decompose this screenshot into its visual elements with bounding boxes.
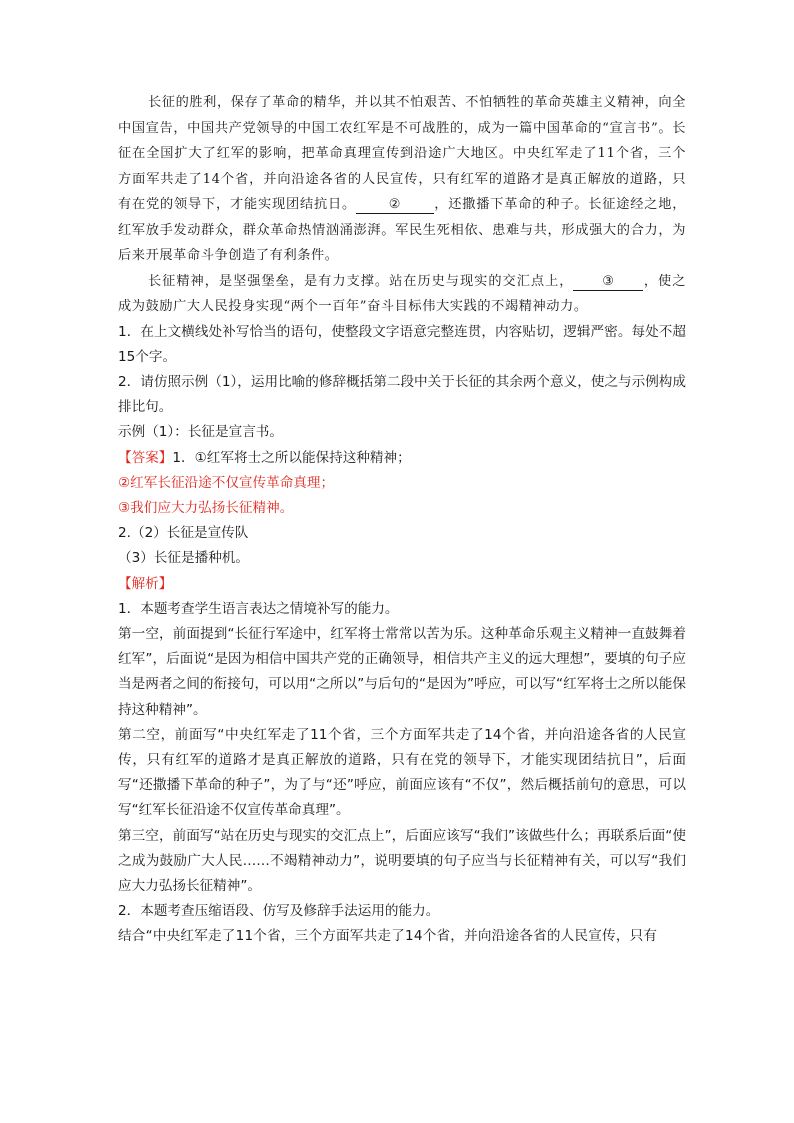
analysis-item-2: 2．本题考查压缩语段、仿写及修辞手法运用的能力。 [118, 903, 440, 920]
blank-marker: ② [388, 197, 402, 212]
answer-tag: 【答案】 [118, 449, 173, 466]
analysis-blank-3: 第三空，前面写“站在历史与现实的交汇点上”，后面应该写“我们”该做些什么；再联系后面“使之成为鼓励广大人民……不竭精神动力”，说明要填的句子应当与长征精神有关，可以写“我们应大力弘扬长征精神”。 [118, 827, 686, 894]
passage-text: ，还撒播下革命的种子。长征途经之地，红军放手发动群众，群众革命热情汹涌澎湃。军民生死相依、患难与共，形成强大的合力，为后来开展革命斗争创造了有利条件。 [118, 197, 686, 263]
document-page [118, 90, 686, 950]
analysis-item-2-text: 结合“中央红军走了11个省，三个方面军共走了14个省，并向沿途各省的人民宣传，只有 [118, 928, 658, 945]
analysis-item-1: 1．本题考查学生语言表达之情境补写的能力。 [118, 600, 399, 617]
answer-line-3: ③我们应大力弘扬长征精神。 [118, 499, 294, 516]
answer-line-4: 2.（2）长征是宣传队 [118, 525, 249, 542]
answer-line-2: ②红军长征沿途不仅宣传革命真理； [118, 474, 335, 491]
answer-line-5: （3）长征是播种机。 [118, 550, 249, 567]
answer-blank-3 [573, 274, 643, 291]
question-example: 示例（1）：长征是宣言书。 [118, 424, 283, 441]
analysis-blank-2: 第二空，前面写“中央红军走了11个省，三个方面军共走了14个省，并向沿途各省的人民宣传，只有红军的道路才是真正解放的道路，只有在党的领导下，才能实现团结抗日”，后面写“还撒播下革命的种子”，为了与“还”呼应，前面应该有“不仅”，然后概括前句的意思，可以写“红军长征沿途不仅宣传革命真理”。 [118, 726, 686, 819]
answer-line-1 [118, 446, 686, 471]
answer-text: 1．①红军将士之所以能保持这种精神； [172, 449, 411, 466]
question-1: 1．在上文横线处补写恰当的语句，使整段文字语意完整连贯，内容贴切，逻辑严密。每处不超15个字。 [118, 323, 686, 365]
blank-marker: ③ [602, 273, 615, 289]
passage-paragraph-2 [118, 269, 686, 320]
analysis-tag: 【解析】 [118, 575, 173, 592]
passage-text: ，使之成为鼓励广大人民投身实现“两个一百年”奋斗目标伟大实践的不竭精神动力。 [118, 273, 686, 314]
passage-paragraph-1 [118, 90, 686, 269]
answer-blank-2 [356, 197, 434, 214]
question-2: 2．请仿照示例（1），运用比喻的修辞概括第二段中关于长征的其余两个意义，使之与示例构成排比句。 [118, 373, 686, 416]
passage-text: 长征精神，是坚强堡垒，是有力支撑。站在历史与现实的交汇点上， [148, 273, 574, 289]
analysis-blank-1: 第一空，前面提到“长征行军途中，红军将士常常以苦为乐。这种革命乐观主义精神一直鼓舞着红军”，后面说“是因为相信中国共产党的正确领导，相信共产主义的远大理想”，要填的句子应当是两者之间的衔接句，可以用“之所以”与后句的“是因为”呼应，可以写“红军将士之所以能保持这种精神”。 [118, 625, 686, 718]
passage-text: 长征的胜利，保存了革命的精华，并以其不怕艰苦、不怕牺牲的革命英雄主义精神，向全中国宣告，中国共产党领导的中国工农红军是不可战胜的，成为一篇中国革命的“宣言书”。长征在全国扩大了红军的影响，把革命真理宣传到沿途广大地区。中央红军走了11个省，三个方面军共走了14个省，并向沿途各省的人民宣传，只有红军的道路才是真正解放的道路，只有在党的领导下，才能实现团结抗日。 [118, 95, 686, 212]
